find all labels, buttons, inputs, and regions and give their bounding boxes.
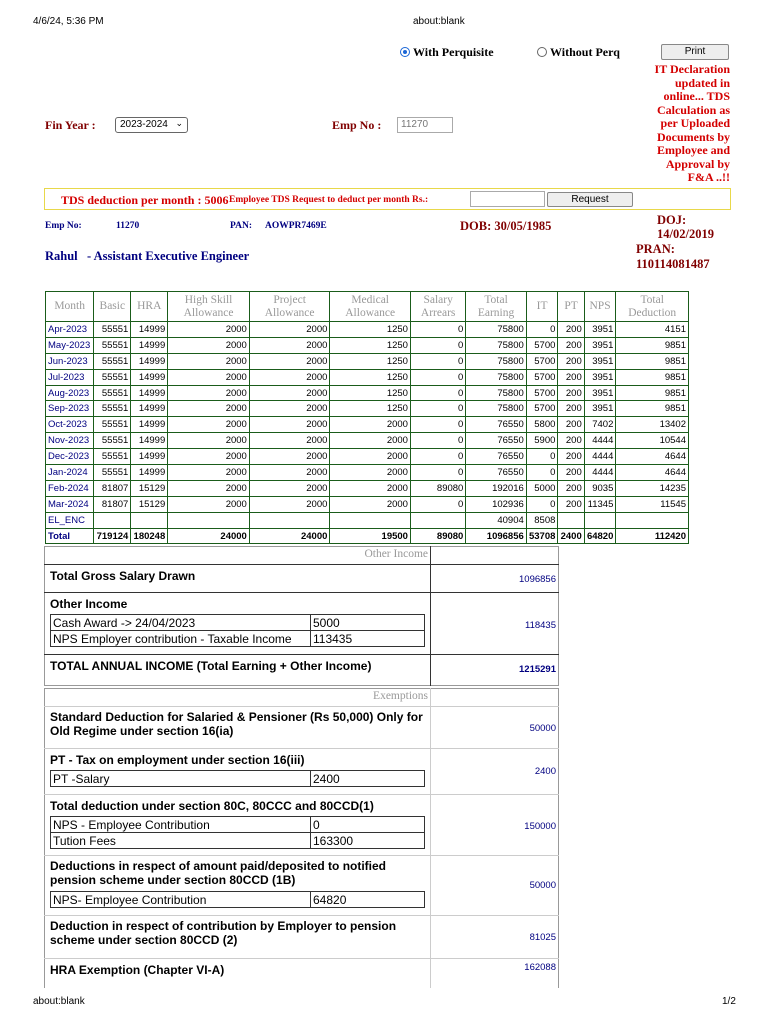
table-cell: 8508: [526, 512, 558, 528]
salary-table-header: [46, 292, 689, 322]
table-cell: 55551: [94, 433, 131, 449]
table-cell: 2000: [249, 369, 330, 385]
table-cell: 1250: [330, 322, 411, 338]
divider: [44, 915, 559, 916]
table-cell: [249, 512, 330, 528]
without-perq-label: Without Perq: [550, 45, 620, 59]
table-cell: 200: [558, 496, 584, 512]
divider: [44, 794, 559, 795]
table-row: [46, 353, 689, 369]
table-row: [46, 496, 689, 512]
gross-salary-value: 1096856: [519, 574, 556, 585]
table-cell: 3951: [584, 401, 616, 417]
table-cell: 75800: [466, 322, 526, 338]
tds-request-text: Employee TDS Request to deduct per month Rs.:: [229, 195, 429, 205]
print-url: about:blank: [413, 16, 465, 27]
item-label: NPS- Employee Contribution: [51, 892, 311, 908]
table-cell: 55551: [94, 385, 131, 401]
fin-year-label: Fin Year :: [45, 118, 96, 132]
table-cell: 0: [410, 465, 465, 481]
gross-salary-label: Total Gross Salary Drawn: [50, 569, 196, 583]
item-amount: 163300: [311, 833, 425, 849]
item-amount: 113435: [311, 631, 425, 647]
table-cell: 2000: [249, 322, 330, 338]
table-cell: 24000: [249, 528, 330, 544]
table-cell: 3951: [584, 353, 616, 369]
table-cell: 180248: [131, 528, 168, 544]
with-perq-label: With Perquisite: [413, 45, 494, 59]
table-cell: 200: [558, 337, 584, 353]
divider: [44, 564, 559, 565]
table-cell: 9851: [616, 353, 689, 369]
table-cell: 0: [526, 322, 558, 338]
table-cell: 5700: [526, 369, 558, 385]
table-cell: 2000: [249, 433, 330, 449]
table-cell: [616, 512, 689, 528]
table-cell: [94, 512, 131, 528]
table-cell: 200: [558, 433, 584, 449]
table-cell: 81807: [94, 496, 131, 512]
table-cell: 192016: [466, 480, 526, 496]
table-cell: 2000: [168, 322, 250, 338]
table-cell: 2000: [168, 417, 250, 433]
pt-value: 2400: [534, 766, 556, 777]
table-cell: 19500: [330, 528, 411, 544]
table-cell: 200: [558, 401, 584, 417]
footer-url: about:blank: [33, 996, 85, 1007]
radio-selected-icon: [400, 47, 410, 57]
table-cell: 53708: [526, 528, 558, 544]
table-cell: 200: [558, 465, 584, 481]
hra-exemption-label: HRA Exemption (Chapter VI-A): [50, 963, 225, 977]
table-cell: 5700: [526, 385, 558, 401]
table-cell: Feb-2024: [46, 480, 94, 496]
column-header: Project Allowance: [249, 292, 330, 322]
table-cell: 55551: [94, 353, 131, 369]
request-button[interactable]: Request: [547, 192, 633, 207]
table-cell: 2000: [249, 385, 330, 401]
column-header: Basic: [94, 292, 131, 322]
table-cell: 2000: [330, 465, 411, 481]
table-cell: 5700: [526, 337, 558, 353]
table-cell: 2000: [168, 353, 250, 369]
table-cell: 0: [410, 417, 465, 433]
table-cell: 14999: [131, 401, 168, 417]
print-datetime: 4/6/24, 5:36 PM: [33, 16, 104, 27]
table-cell: 14999: [131, 465, 168, 481]
table-cell: 2000: [249, 337, 330, 353]
table-cell: 0: [410, 449, 465, 465]
table-cell: 4444: [584, 465, 616, 481]
table-cell: 200: [558, 369, 584, 385]
table-cell: 14999: [131, 417, 168, 433]
standard-deduction-value: 50000: [529, 723, 556, 734]
pt-label: PT - Tax on employment under section 16(iii): [50, 753, 305, 767]
table-cell: 200: [558, 449, 584, 465]
table-cell: EL_ENC: [46, 512, 94, 528]
employee-name-designation: Rahul - Assistant Executive Engineer: [45, 249, 250, 263]
table-cell: 75800: [466, 353, 526, 369]
table-cell: 40904: [466, 512, 526, 528]
80c-value: 150000: [524, 821, 556, 832]
80c-items: [50, 816, 425, 849]
80ccd2-value: 81025: [529, 932, 556, 943]
table-cell: Dec-2023: [46, 449, 94, 465]
table-row: [46, 322, 689, 338]
table-cell: 0: [410, 353, 465, 369]
table-cell: 89080: [410, 480, 465, 496]
pran-value: 110114081487: [636, 257, 710, 271]
table-cell: 2000: [168, 496, 250, 512]
item-label: PT -Salary: [51, 771, 311, 787]
total-row: [46, 528, 689, 544]
with-perq-radio[interactable]: [400, 45, 494, 60]
table-cell: 4644: [616, 449, 689, 465]
table-cell: 2000: [168, 480, 250, 496]
total-annual-income-label: TOTAL ANNUAL INCOME (Total Earning + Other Income): [50, 659, 372, 673]
pran-label: PRAN:: [636, 242, 675, 256]
table-cell: 2000: [249, 353, 330, 369]
table-cell: 1250: [330, 401, 411, 417]
table-cell: 2000: [249, 401, 330, 417]
salary-table: [45, 291, 689, 544]
table-cell: 2000: [249, 496, 330, 512]
other-income-items: [50, 614, 425, 647]
table-cell: 2000: [330, 480, 411, 496]
fin-year-select[interactable]: [115, 117, 188, 133]
table-cell: 112420: [616, 528, 689, 544]
list-item: [51, 817, 425, 833]
print-button[interactable]: Print: [661, 44, 729, 60]
other-income-value: 118435: [525, 620, 556, 631]
table-cell: 5700: [526, 401, 558, 417]
item-label: Cash Award -> 24/04/2023: [51, 615, 311, 631]
table-cell: 1250: [330, 337, 411, 353]
emp-no-info-label: Emp No:: [45, 221, 82, 231]
table-cell: Oct-2023: [46, 417, 94, 433]
fin-year-value: 2023-2024: [120, 119, 168, 130]
column-header: HRA: [131, 292, 168, 322]
other-income-label: Other Income: [50, 597, 128, 611]
table-cell: 89080: [410, 528, 465, 544]
table-cell: 0: [410, 369, 465, 385]
column-header: Salary Arrears: [410, 292, 465, 322]
column-header: High Skill Allowance: [168, 292, 250, 322]
table-cell: 55551: [94, 322, 131, 338]
without-perq-radio[interactable]: [537, 45, 620, 60]
table-cell: 2000: [249, 449, 330, 465]
divider: [44, 706, 559, 707]
table-cell: 200: [558, 480, 584, 496]
doj-value: 14/02/2019: [657, 227, 714, 241]
table-cell: 1250: [330, 353, 411, 369]
table-row: [46, 433, 689, 449]
table-cell: 2000: [168, 401, 250, 417]
divider: [44, 592, 559, 593]
table-cell: [330, 512, 411, 528]
column-header: IT: [526, 292, 558, 322]
table-cell: 24000: [168, 528, 250, 544]
table-cell: 2400: [558, 528, 584, 544]
table-cell: [168, 512, 250, 528]
80ccd1b-value: 50000: [529, 880, 556, 891]
table-cell: 0: [410, 496, 465, 512]
table-cell: 75800: [466, 369, 526, 385]
hra-exemption-value: 162088: [524, 962, 556, 973]
table-cell: 14999: [131, 385, 168, 401]
table-cell: 55551: [94, 337, 131, 353]
table-cell: [558, 512, 584, 528]
total-annual-income-value: 1215291: [519, 664, 556, 675]
pan-value: AOWPR7469E: [265, 221, 327, 231]
pt-items: [50, 770, 425, 787]
table-cell: 4444: [584, 449, 616, 465]
table-row: [46, 401, 689, 417]
radio-unselected-icon: [537, 47, 547, 57]
table-cell: Nov-2023: [46, 433, 94, 449]
list-item: [51, 892, 425, 908]
table-cell: 0: [526, 449, 558, 465]
table-cell: 5800: [526, 417, 558, 433]
table-cell: 0: [410, 433, 465, 449]
table-cell: 55551: [94, 417, 131, 433]
list-item: [51, 615, 425, 631]
table-cell: 0: [526, 496, 558, 512]
table-cell: 200: [558, 322, 584, 338]
table-cell: 5700: [526, 353, 558, 369]
table-cell: 200: [558, 353, 584, 369]
table-cell: 14999: [131, 433, 168, 449]
column-header: Total Deduction: [616, 292, 689, 322]
table-row: [46, 480, 689, 496]
table-cell: 14999: [131, 449, 168, 465]
table-cell: 2000: [249, 417, 330, 433]
table-cell: 10544: [616, 433, 689, 449]
table-cell: 11345: [584, 496, 616, 512]
table-cell: 55551: [94, 401, 131, 417]
list-item: [51, 631, 425, 647]
column-header: Month: [46, 292, 94, 322]
tds-request-input[interactable]: [470, 191, 545, 207]
table-row: [46, 465, 689, 481]
emp-no-info-value: 11270: [116, 221, 140, 231]
table-cell: 2000: [330, 449, 411, 465]
table-cell: 5000: [526, 480, 558, 496]
table-row: [46, 385, 689, 401]
dob: DOB: 30/05/1985: [460, 219, 552, 233]
table-cell: 7402: [584, 417, 616, 433]
table-cell: 0: [410, 385, 465, 401]
table-row: [46, 512, 689, 528]
table-cell: 3951: [584, 322, 616, 338]
table-cell: 81807: [94, 480, 131, 496]
item-amount: 5000: [311, 615, 425, 631]
table-cell: 13402: [616, 417, 689, 433]
column-header: Medical Allowance: [330, 292, 411, 322]
list-item: [51, 771, 425, 787]
table-cell: Apr-2023: [46, 322, 94, 338]
table-cell: Jun-2023: [46, 353, 94, 369]
table-cell: Jan-2024: [46, 465, 94, 481]
table-cell: 9851: [616, 385, 689, 401]
table-cell: 4644: [616, 465, 689, 481]
tds-per-month: TDS deduction per month : 5006: [61, 193, 229, 207]
table-cell: [584, 512, 616, 528]
emp-no-label: Emp No :: [332, 118, 382, 132]
divider: [44, 958, 559, 959]
table-cell: 2000: [249, 480, 330, 496]
table-cell: 2000: [168, 433, 250, 449]
item-label: NPS - Employee Contribution: [51, 817, 311, 833]
table-cell: 15129: [131, 480, 168, 496]
item-label: NPS Employer contribution - Taxable Income: [51, 631, 311, 647]
table-cell: Aug-2023: [46, 385, 94, 401]
emp-no-input[interactable]: 11270: [397, 117, 453, 133]
column-header: PT: [558, 292, 584, 322]
table-cell: Mar-2024: [46, 496, 94, 512]
table-cell: 1250: [330, 369, 411, 385]
table-cell: 9851: [616, 337, 689, 353]
doj-label: DOJ:: [657, 213, 687, 227]
table-cell: 102936: [466, 496, 526, 512]
table-row: [46, 337, 689, 353]
table-cell: 14999: [131, 337, 168, 353]
table-cell: 0: [410, 337, 465, 353]
table-row: [46, 369, 689, 385]
table-cell: 75800: [466, 401, 526, 417]
exemptions-title: Exemptions: [373, 690, 428, 702]
item-label: Tution Fees: [51, 833, 311, 849]
table-cell: 5900: [526, 433, 558, 449]
table-cell: Jul-2023: [46, 369, 94, 385]
table-cell: 2000: [330, 496, 411, 512]
table-cell: 2000: [168, 385, 250, 401]
table-cell: 2000: [330, 417, 411, 433]
table-cell: [410, 512, 465, 528]
table-cell: 14999: [131, 353, 168, 369]
table-cell: 55551: [94, 369, 131, 385]
table-cell: 14999: [131, 322, 168, 338]
table-cell: 200: [558, 385, 584, 401]
table-cell: 3951: [584, 385, 616, 401]
table-cell: 719124: [94, 528, 131, 544]
page-number: 1/2: [722, 996, 736, 1007]
table-cell: 55551: [94, 449, 131, 465]
table-cell: 2000: [330, 433, 411, 449]
table-cell: 2000: [168, 465, 250, 481]
table-cell: 14235: [616, 480, 689, 496]
column-header: Total Earning: [466, 292, 526, 322]
table-cell: 1096856: [466, 528, 526, 544]
table-cell: 76550: [466, 417, 526, 433]
table-cell: 9035: [584, 480, 616, 496]
table-cell: Sep-2023: [46, 401, 94, 417]
table-cell: 75800: [466, 337, 526, 353]
table-cell: 3951: [584, 369, 616, 385]
80ccd1b-items: [50, 891, 425, 908]
item-amount: 64820: [311, 892, 425, 908]
table-cell: 0: [410, 322, 465, 338]
table-cell: 1250: [330, 385, 411, 401]
divider: [44, 654, 559, 655]
80ccd1b-label: Deductions in respect of amount paid/deposited to notified pension scheme under section 80CCD (1B): [50, 859, 387, 887]
table-cell: 14999: [131, 369, 168, 385]
table-cell: 2000: [249, 465, 330, 481]
divider: [44, 748, 559, 749]
table-cell: [131, 512, 168, 528]
table-cell: Total: [46, 528, 94, 544]
standard-deduction-label: Standard Deduction for Salaried & Pensioner (Rs 50,000) Only for Old Regime under section 16(ia): [50, 710, 423, 738]
item-amount: 0: [311, 817, 425, 833]
column-header: NPS: [584, 292, 616, 322]
80ccd2-label: Deduction in respect of contribution by Employer to pension scheme under section 80CCD (2): [50, 919, 397, 947]
table-row: [46, 417, 689, 433]
table-row: [46, 449, 689, 465]
chevron-down-icon: ⌄: [175, 118, 183, 128]
table-cell: 76550: [466, 449, 526, 465]
table-cell: 76550: [466, 465, 526, 481]
table-cell: 15129: [131, 496, 168, 512]
table-cell: 2000: [168, 369, 250, 385]
divider: [44, 855, 559, 856]
table-cell: 200: [558, 417, 584, 433]
table-cell: 4444: [584, 433, 616, 449]
item-amount: 2400: [311, 771, 425, 787]
table-cell: May-2023: [46, 337, 94, 353]
table-cell: 64820: [584, 528, 616, 544]
table-cell: 55551: [94, 465, 131, 481]
table-cell: 9851: [616, 401, 689, 417]
table-cell: 2000: [168, 449, 250, 465]
list-item: [51, 833, 425, 849]
table-cell: 3951: [584, 337, 616, 353]
table-cell: 2000: [168, 337, 250, 353]
table-cell: 0: [526, 465, 558, 481]
it-declaration-notice: IT Declaration updated in online... TDS Calculation as per Uploaded Documents by Employee and Approval by F&A ..!!: [654, 62, 730, 184]
table-cell: 75800: [466, 385, 526, 401]
other-income-title: Other Income: [364, 548, 428, 560]
table-cell: 76550: [466, 433, 526, 449]
table-cell: 11545: [616, 496, 689, 512]
pan-label: PAN:: [230, 221, 252, 231]
table-cell: 0: [410, 401, 465, 417]
table-cell: 9851: [616, 369, 689, 385]
table-cell: 4151: [616, 322, 689, 338]
80c-label: Total deduction under section 80C, 80CCC and 80CCD(1): [50, 799, 374, 813]
